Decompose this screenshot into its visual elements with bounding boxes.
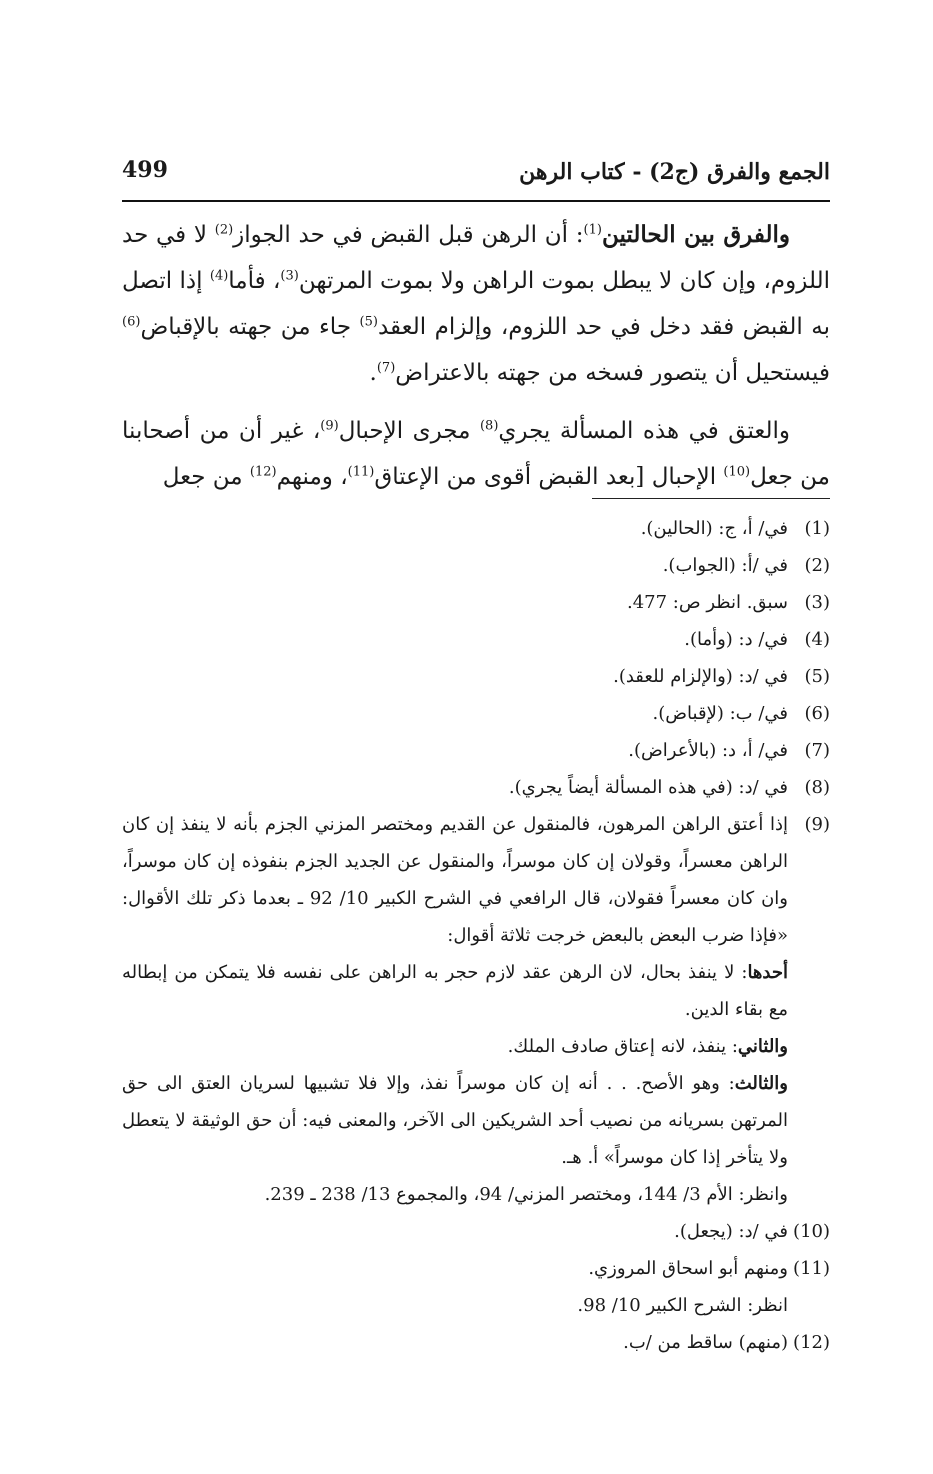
running-header xyxy=(122,155,830,195)
text-run: : أن الرهن قبل القبض في حد الجواز xyxy=(233,222,584,248)
footnote-number: (4) xyxy=(804,629,830,650)
subitem-label: والثاني xyxy=(737,1036,788,1057)
footnote-number: (6) xyxy=(804,703,830,724)
footnote-ref: (4) xyxy=(209,268,229,284)
footnote-reference: انظر: الشرح الكبير 10/ 98. xyxy=(577,1295,788,1316)
footnote-4 xyxy=(122,621,830,658)
footnote-number: (8) xyxy=(804,777,830,798)
text-run: لا في حد اللزوم، وإن كان لا يبطل بموت الراهن ولا بموت المرتهن xyxy=(122,222,830,294)
footnote-subitem xyxy=(122,954,788,1028)
footnote-number: (10) xyxy=(793,1221,830,1242)
subitem-label: والثالث xyxy=(734,1073,788,1094)
text-run: جاء من جهته بالإقباض xyxy=(140,314,360,340)
page-number: 499 xyxy=(122,157,168,183)
footnote-number: (3) xyxy=(804,592,830,613)
footnote-ref: (10) xyxy=(723,464,751,480)
footnote-ref: (2) xyxy=(214,222,234,238)
footnote-number: (2) xyxy=(804,555,830,576)
running-title: الجمع والفرق (ج2) - كتاب الرهن xyxy=(519,159,830,185)
text-run: والعتق في هذه المسألة يجري xyxy=(498,418,790,444)
paragraph-lead: والفرق بين الحالتين xyxy=(601,221,790,248)
footnote-ref: (1) xyxy=(583,222,602,238)
text-run: مجرى الإحبال xyxy=(338,418,480,444)
footnote-10 xyxy=(122,1213,830,1250)
main-text xyxy=(122,212,830,500)
subitem-label: أحدها xyxy=(747,962,788,983)
footnote-text: إذا أعتق الراهن المرهون، فالمنقول عن القديم ومختصر المزني الجزم بأنه لا ينفذ إن كان الراهن معسراً، وقولان إن كان موسراً، والمنقول عن الجديد الجزم بنفوذه إن كان موسراً، وان كان معسراً فقولان، قال الرافعي في الشرح الكبير 10/ 92 ـ بعدما ذكر تلك الأقوال: «فإذا ضرب البعض بالبعض خرجت ثلاثة أقوال: xyxy=(122,814,788,946)
footnote-text: في/ أ، ج: (الحالين). xyxy=(640,518,788,539)
footnote-11 xyxy=(122,1250,830,1324)
text-run: من جعل xyxy=(162,464,250,490)
footnote-number: (12) xyxy=(793,1332,830,1353)
subitem-text: : لا ينفذ بحال، لان الرهن عقد لازم حجر به الراهن على نفسه فلا يتمكن من إبطاله مع بقاء الدين. xyxy=(122,962,788,1020)
footnote-ref: (3) xyxy=(280,268,299,284)
header-rule xyxy=(122,200,830,202)
footnote-number: (7) xyxy=(804,740,830,761)
footnote-separator xyxy=(592,498,830,499)
footnote-ref: (12) xyxy=(249,464,277,480)
text-run: الإحبال [بعد القبض أقوى من الإعتاق xyxy=(374,464,724,490)
footnote-ref: (11) xyxy=(347,464,375,480)
footnote-reference: وانظر: الأم 3/ 144، ومختصر المزني/ 94، والمجموع 13/ 238 ـ 239. xyxy=(264,1184,788,1205)
text-run: . xyxy=(369,360,377,386)
footnote-5 xyxy=(122,658,830,695)
subitem-text: : وهو الأصح. . . أنه إن كان موسراً نفذ، وإلا فلا تشبيها لسريان العتق الى حق المرتهن بسريانه من نصيب أحد الشريكين الى الآخر، والمعنى فيه: أن حق الوثيقة لا يتعطل ولا يتأخر إذا كان موسراً» أ. هـ. xyxy=(122,1073,788,1168)
footnote-text: في /د: (يجعل). xyxy=(674,1221,788,1242)
footnote-text: في /أ: (الجواب). xyxy=(662,555,788,576)
footnote-text: في /د: (في هذه المسألة أيضاً يجري). xyxy=(508,777,788,798)
text-run: فيستحيل أن يتصور فسخه من جهته بالاعتراض xyxy=(395,360,830,386)
footnotes xyxy=(122,510,830,1361)
footnote-number: (1) xyxy=(804,518,830,539)
footnote-text: في/ أ، د: (بالأعراض). xyxy=(628,740,788,761)
footnote-ref: (9) xyxy=(320,418,339,434)
footnote-9 xyxy=(122,806,830,1213)
footnote-subitem xyxy=(122,1028,788,1065)
text-run: ، ومنهم xyxy=(276,464,348,490)
footnote-subitem xyxy=(122,1065,788,1176)
footnote-ref: (6) xyxy=(122,314,141,330)
footnote-number: (11) xyxy=(793,1258,830,1279)
footnote-ref: (7) xyxy=(376,360,396,376)
footnote-ref: (8) xyxy=(479,418,499,434)
footnote-7 xyxy=(122,732,830,769)
footnote-3 xyxy=(122,584,830,621)
subitem-text: : ينفذ، لانه إعتاق صادف الملك. xyxy=(507,1036,738,1057)
paragraph-2 xyxy=(122,408,830,500)
paragraph-1 xyxy=(122,212,830,396)
footnote-text: ومنهم أبو اسحاق المروزي. xyxy=(588,1258,788,1279)
footnote-text: سبق. انظر ص: 477. xyxy=(626,592,788,613)
footnote-text: (منهم) ساقط من /ب. xyxy=(623,1332,788,1353)
footnote-text: في /د: (والإلزام للعقد). xyxy=(613,666,788,687)
footnote-text: في/ د: (وأما). xyxy=(684,629,788,650)
footnote-number: (5) xyxy=(804,666,830,687)
footnote-2 xyxy=(122,547,830,584)
text-run: إذا اتصل به القبض فقد دخل في حد اللزوم، وإلزام العقد xyxy=(122,268,830,340)
text-run: ، فأما xyxy=(228,268,281,294)
footnote-6 xyxy=(122,695,830,732)
footnote-number: (9) xyxy=(804,814,830,835)
footnote-12 xyxy=(122,1324,830,1361)
footnote-1 xyxy=(122,510,830,547)
footnote-8 xyxy=(122,769,830,806)
footnote-ref: (5) xyxy=(359,314,378,330)
text-run: ، غير أن من أصحابنا من جعل xyxy=(122,418,830,490)
footnote-text: في/ ب: (لإقباض). xyxy=(652,703,788,724)
